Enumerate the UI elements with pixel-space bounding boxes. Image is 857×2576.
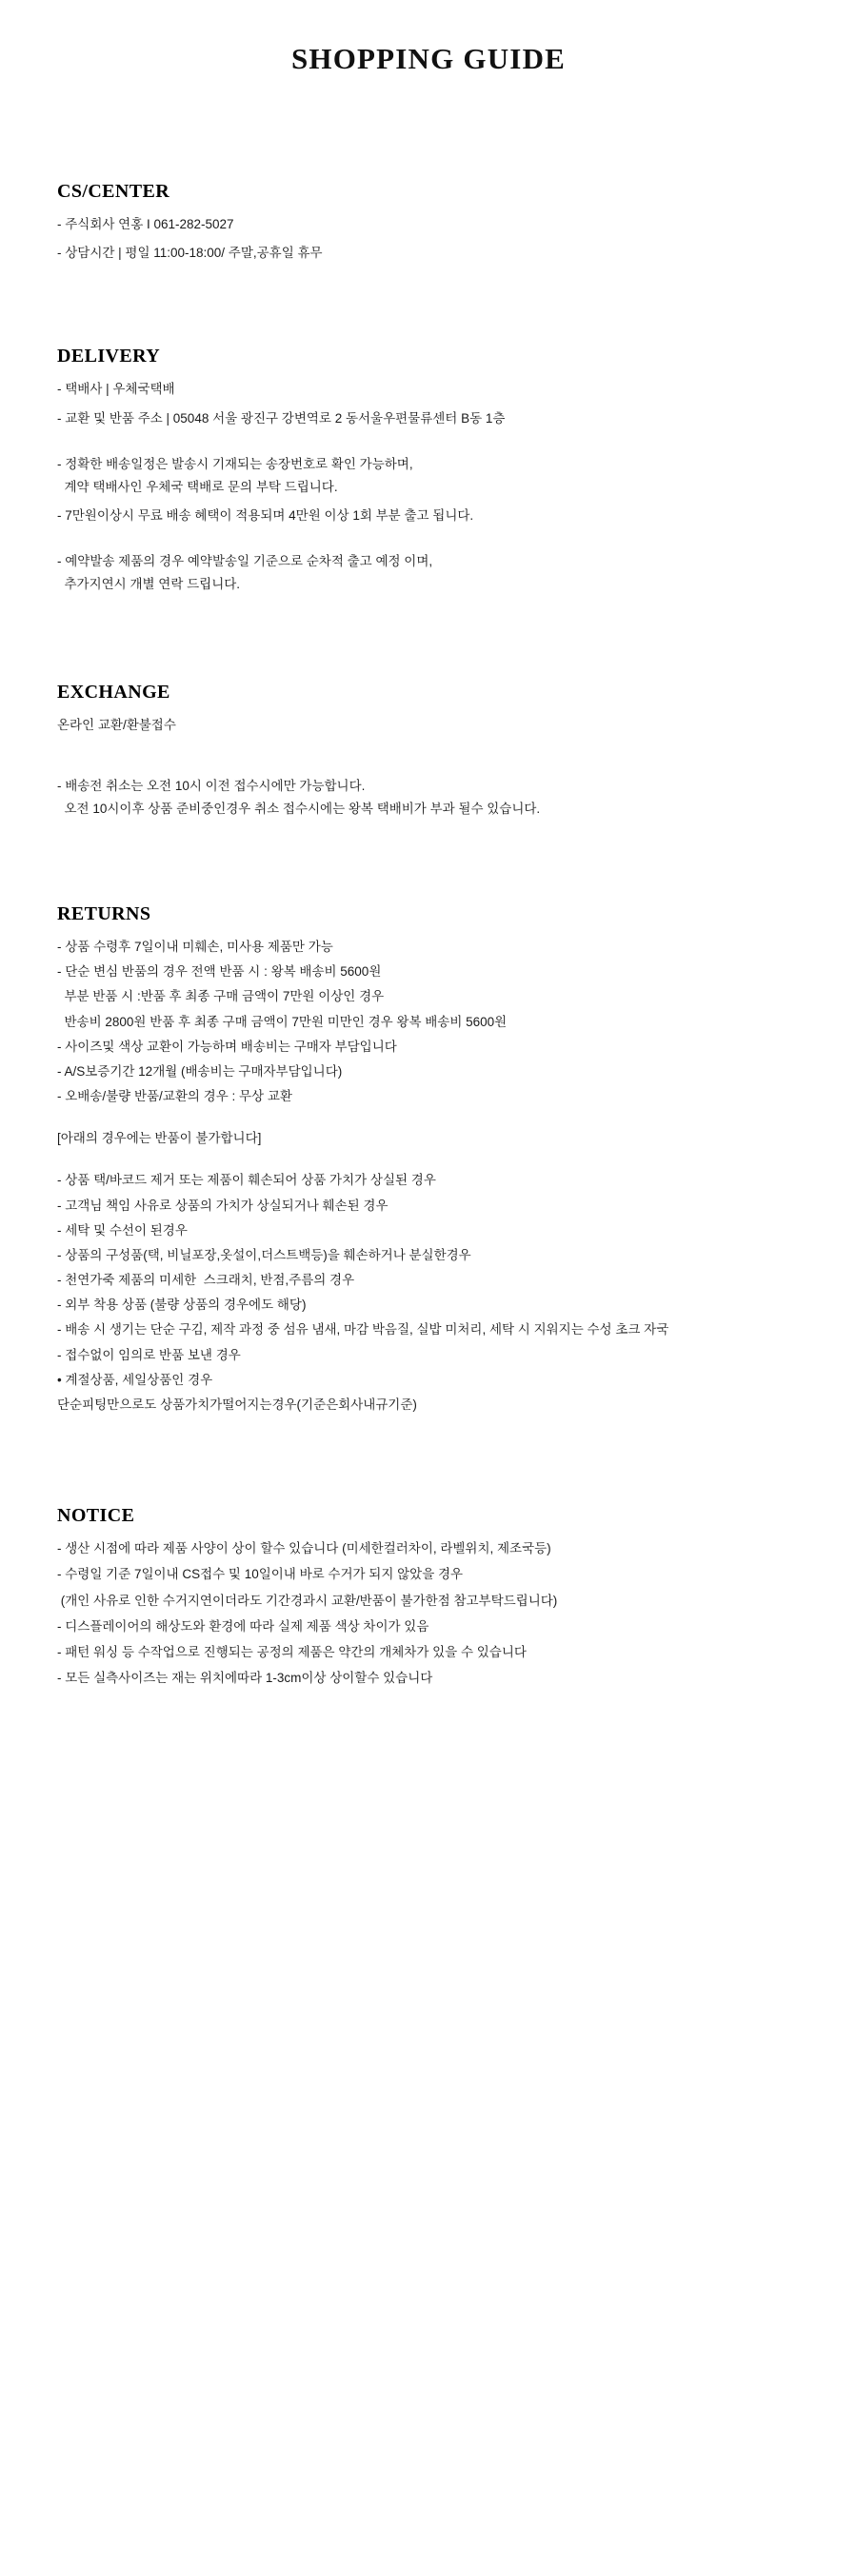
returns-line: - 상품 수령후 7일이내 미훼손, 미사용 제품만 가능 bbox=[57, 940, 333, 955]
spacer bbox=[57, 1157, 857, 1174]
spacer bbox=[57, 747, 857, 780]
section-exchange bbox=[57, 607, 857, 817]
returns-line: - 사이즈및 색상 교환이 가능하며 배송비는 구매자 부담입니다 bbox=[57, 1039, 397, 1054]
returns-line: - 단순 변심 반품의 경우 전액 반품 시 : 왕복 배송비 5600원 bbox=[57, 964, 382, 980]
notice-line: - 패턴 워싱 등 수작업으로 진행되는 공정의 제품은 약간의 개체차가 있을 수 있습니다 bbox=[57, 1644, 527, 1659]
returns-restriction-line: - 고객님 책임 사유로 상품의 가치가 상실되거나 훼손된 경우 bbox=[57, 1198, 389, 1213]
delivery-line: 계약 택배사인 우체국 택배로 문의 부탁 드립니다. bbox=[57, 479, 338, 494]
returns-line: - 오배송/불량 반품/교환의 경우 : 무상 교환 bbox=[57, 1089, 292, 1104]
section-cs-center bbox=[57, 76, 857, 260]
section-heading-cs-center: CS/CENTER bbox=[57, 181, 170, 202]
section-notice bbox=[57, 1423, 857, 1685]
returns-restriction-line: - 접수없이 임의로 반품 보낸 경우 bbox=[57, 1347, 241, 1362]
returns-restriction-line: - 배송 시 생기는 단순 구김, 제작 과정 중 섬유 냄새, 마감 박음질, 실밥 미처리, 세탁 시 지워지는 수성 초크 자국 bbox=[57, 1322, 669, 1338]
exchange-line: 온라인 교환/환불접수 bbox=[57, 717, 176, 732]
delivery-line: - 7만원이상시 무료 배송 혜택이 적용되며 4만원 이상 1회 부분 출고 됩니다. bbox=[57, 508, 474, 524]
section-heading-notice: NOTICE bbox=[57, 1505, 135, 1527]
spacer bbox=[57, 1697, 857, 1773]
cs-center-line: - 주식회사 연홍 I 061-282-5027 bbox=[57, 217, 234, 231]
exchange-line: - 배송전 취소는 오전 10시 이전 접수시에만 가능합니다. bbox=[57, 778, 366, 793]
returns-line: 부분 반품 시 :반품 후 최종 구매 금액이 7만원 이상인 경우 bbox=[57, 989, 385, 1004]
returns-restriction-line: - 외부 착용 상품 (불량 상품의 경우에도 해당) bbox=[57, 1298, 307, 1313]
returns-restriction-line: 단순피팅만으로도 상품가치가떨어지는경우(기준은회사내규기준) bbox=[57, 1397, 417, 1412]
exchange-line: 오전 10시이후 상품 준비중인경우 취소 접수시에는 왕복 택배비가 부과 될수 있습니다. bbox=[57, 801, 541, 816]
delivery-line: - 정확한 배송일정은 발송시 기재되는 송장번호로 확인 가능하며, bbox=[57, 456, 413, 471]
returns-restriction-line: - 세탁 및 수선이 된경우 bbox=[57, 1222, 188, 1238]
returns-subheading: [아래의 경우에는 반품이 불가합니다] bbox=[57, 1131, 262, 1146]
delivery-line: - 택배사 | 우체국택배 bbox=[57, 382, 175, 397]
notice-line: - 디스플레이어의 해상도와 환경에 따라 실제 제품 색상 차이가 있음 bbox=[57, 1618, 429, 1634]
spacer bbox=[57, 1115, 857, 1132]
delivery-line: - 교환 및 반품 주소 | 05048 서울 광진구 강변역로 2 동서울우편물류센터 B동 1층 bbox=[57, 410, 506, 426]
returns-restriction-line: - 상품 택/바코드 제거 또는 제품이 훼손되어 상품 가치가 상실된 경우 bbox=[57, 1173, 436, 1188]
spacer bbox=[57, 538, 857, 555]
spacer bbox=[57, 441, 857, 458]
notice-line: (개인 사유로 인한 수거지연이더라도 기간경과시 교환/반품이 불가한점 참고부탁드립니다) bbox=[57, 1593, 558, 1608]
delivery-line: 추가지연시 개별 연락 드립니다. bbox=[57, 577, 241, 592]
page-title: SHOPPING GUIDE bbox=[290, 42, 567, 75]
returns-line: - A/S보증기간 12개월 (배송비는 구매자부담입니다) bbox=[57, 1063, 343, 1079]
delivery-line: - 예약발송 제품의 경우 예약발송일 기준으로 순차적 출고 예정 이며, bbox=[57, 554, 433, 569]
notice-line: - 생산 시점에 따라 제품 사양이 상이 할수 있습니다 (미세한컬러차이, 라벨위치, 제조국등) bbox=[57, 1541, 551, 1556]
notice-line: - 모든 실측사이즈는 재는 위치에따라 1-3cm이상 상이할수 있습니다 bbox=[57, 1671, 433, 1686]
guide-content bbox=[0, 76, 857, 1773]
section-heading-exchange: EXCHANGE bbox=[57, 681, 170, 703]
section-heading-delivery: DELIVERY bbox=[57, 346, 161, 367]
returns-line: 반송비 2800원 반품 후 최종 구매 금액이 7만원 미만인 경우 왕복 배송비 5600원 bbox=[57, 1014, 508, 1029]
returns-restriction-line: • 계절상품, 세일상품인 경우 bbox=[57, 1372, 213, 1387]
cs-center-line: - 상담시간 | 평일 11:00-18:00/ 주말,공휴일 휴무 bbox=[57, 246, 323, 261]
section-returns bbox=[57, 831, 857, 1412]
notice-line: - 수령일 기준 7일이내 CS접수 및 10일이내 바로 수거가 되지 않았을 경우 bbox=[57, 1567, 464, 1582]
section-heading-returns: RETURNS bbox=[57, 903, 151, 925]
section-delivery bbox=[57, 275, 857, 591]
returns-restriction-line: - 상품의 구성품(택, 비닐포장,옷설이,더스트백등)을 훼손하거나 분실한경우 bbox=[57, 1247, 471, 1262]
returns-restriction-line: - 천연가죽 제품의 미세한 스크래치, 반점,주름의 경우 bbox=[57, 1273, 355, 1288]
